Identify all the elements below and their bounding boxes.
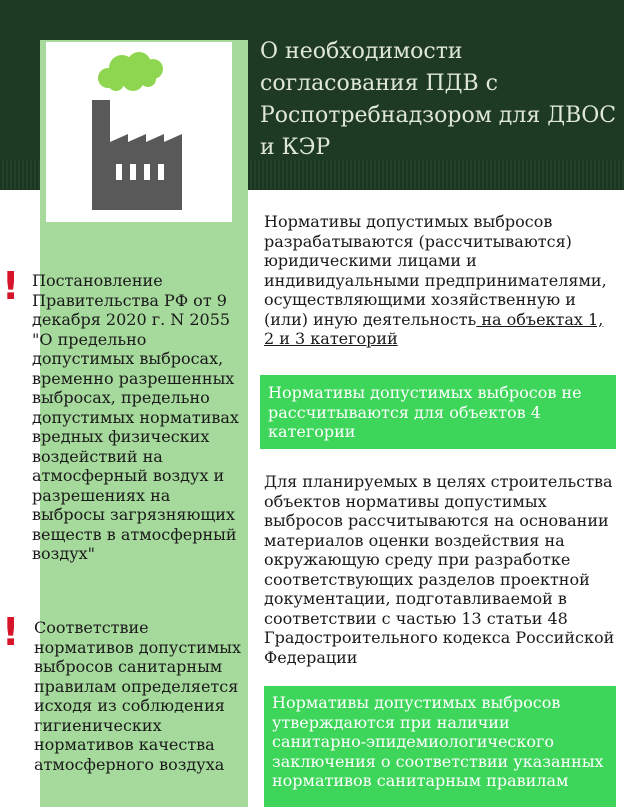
norms-development-text bbox=[264, 212, 616, 349]
exclamation-icon: ! bbox=[2, 610, 20, 654]
factory-shape bbox=[92, 100, 182, 210]
page-title: О необходимости согласования ПДВ с Роспотребнадзором для ДВОС и КЭР bbox=[260, 39, 617, 160]
logo-box bbox=[46, 42, 232, 222]
approval-box: Нормативы допустимых выбросов утверждаются при наличии санитарно-эпидемиологического заключения о соответствии указанных нормативов санитарным правилам bbox=[264, 686, 616, 807]
norms-development-main: Нормативы допустимых выбросов разрабатываются (рассчитываются) юридическими лицами и индивидуальными предпринимателями, осуществляющими хозяйственную и (или) иную деятельность bbox=[264, 212, 607, 329]
factory-icon bbox=[46, 42, 232, 222]
compliance-text: Соответствие нормативов допустимых выбросов санитарным правилам определяется исходя из соблюдения гигиенических нормативов качества атмосферного воздуха bbox=[34, 618, 242, 774]
category4-box: Нормативы допустимых выбросов не рассчитываются для объектов 4 категории bbox=[260, 375, 616, 449]
exclamation-icon: ! bbox=[2, 264, 20, 308]
categories-underlined: на объектах 1, 2 и 3 категорий bbox=[264, 309, 604, 348]
planned-objects-text: Для планируемых в целях строительства объектов нормативы допустимых выбросов рассчитываются на основании материалов оценки воздействия на окружающую среду при разработке соответствующих разделов проектной документации, подготавливаемой в соответствии с частью 13 статьи 48 Градостроительного кодекса Российской Федерации bbox=[264, 472, 615, 667]
decree-text: Постановление Правительства РФ от 9 декабря 2020 г. N 2055 "О предельно допустимых выбросах, временно разрешенных выбросах, предельно допустимых нормативах вредных физических воздействий на атмосферный воздух и разрешениях на выбросы загрязняющих веществ в атмосферный воздух" bbox=[32, 271, 239, 563]
smoke-cloud-icon bbox=[98, 52, 163, 91]
